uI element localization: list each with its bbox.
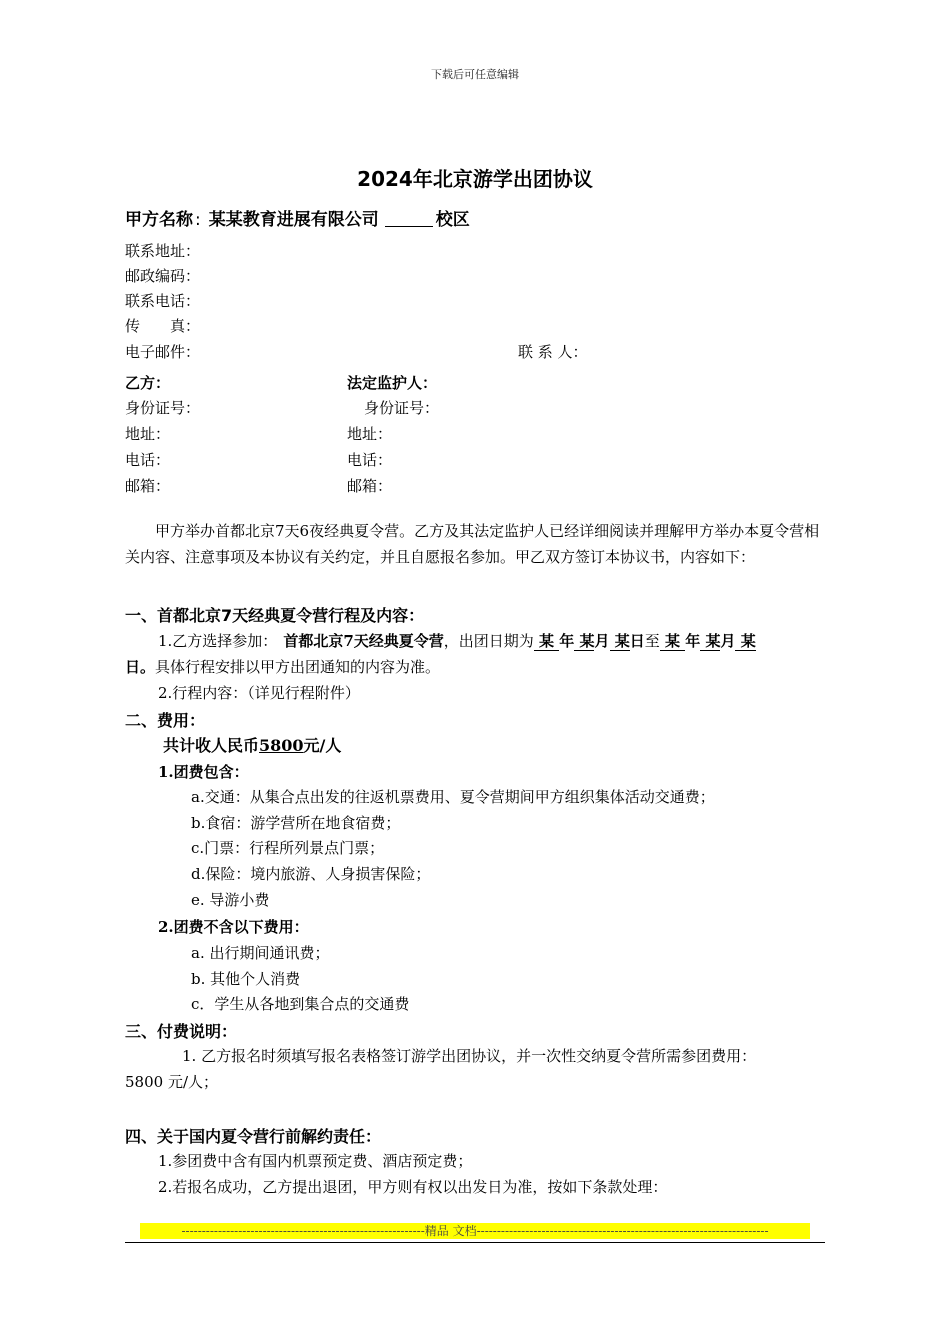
section3-heading: 三、付费说明： bbox=[125, 1022, 238, 1041]
section1-item1 bbox=[158, 630, 756, 651]
date-start-month-unit: 月 bbox=[594, 632, 610, 650]
date-start-month: 某 bbox=[574, 632, 595, 650]
guardian-email: 邮箱： bbox=[347, 477, 393, 495]
date-end-month: 某 bbox=[700, 632, 721, 650]
guardian-phone: 电话： bbox=[347, 451, 393, 469]
include-heading: 1.团费包含： bbox=[158, 763, 249, 781]
fee-total bbox=[163, 733, 341, 756]
party-a-phone: 联系电话： bbox=[125, 292, 201, 310]
party-b-email: 邮箱： bbox=[125, 477, 171, 495]
footer-dashes-left: ------------------------------------------------------------ bbox=[181, 1224, 425, 1238]
party-a-contact: 联 系 人： bbox=[518, 343, 588, 361]
fee-total-amount: 5800 bbox=[259, 736, 304, 755]
exclude-item: b. 其他个人消费 bbox=[191, 970, 301, 988]
exclude-item: a. 出行期间通讯费； bbox=[191, 944, 330, 962]
party-a-company: 某某教育进展有限公司 bbox=[208, 210, 379, 230]
footer-label: 精品 文档 bbox=[424, 1224, 477, 1238]
footer-dashes-right: ------------------------------------------------------------------------ bbox=[476, 1224, 769, 1238]
party-a-colon: : bbox=[195, 210, 201, 230]
item1-camp: 首都北京7天经典夏令营 bbox=[283, 632, 444, 650]
section4-item1: 1.参团费中含有国内机票预定费、酒店预定费； bbox=[158, 1152, 473, 1170]
exclude-heading: 2.团费不含以下费用： bbox=[158, 918, 309, 936]
party-a-email: 电子邮件： bbox=[125, 343, 201, 361]
party-b-phone: 电话： bbox=[125, 451, 171, 469]
include-item: e. 导游小费 bbox=[191, 891, 270, 909]
section1-heading: 一、首都北京7天经典夏令营行程及内容： bbox=[125, 606, 425, 625]
section4-item2: 2.若报名成功，乙方提出退团，甲方则有权以出发日为准，按如下条款处理： bbox=[158, 1178, 668, 1196]
party-a-name-line bbox=[125, 205, 470, 230]
exclude-item: c．学生从各地到集合点的交通费 bbox=[191, 995, 410, 1013]
date-end-month-unit: 月 bbox=[720, 632, 736, 650]
guardian-id: 身份证号： bbox=[364, 399, 440, 417]
section1-item1-line2 bbox=[125, 656, 440, 677]
guardian-label: 法定监护人： bbox=[347, 374, 438, 392]
guardian-address: 地址： bbox=[347, 425, 393, 443]
party-b-address: 地址： bbox=[125, 425, 171, 443]
date-start-year: 某 bbox=[533, 632, 560, 650]
party-a-fax: 传 真： bbox=[125, 317, 201, 335]
campus-blank bbox=[385, 210, 433, 227]
section1-item2: 2.行程内容：（详见行程附件） bbox=[158, 684, 360, 702]
include-item: d.保险：境内旅游、人身损害保险； bbox=[191, 865, 431, 883]
date-end-year: 某 bbox=[659, 632, 686, 650]
party-a-label: 甲方名称 bbox=[125, 210, 193, 230]
include-item: a.交通：从集合点出发的往返机票费用、夏令营期间甲方组织集体活动交通费； bbox=[191, 788, 715, 806]
date-start-day-unit: 日 bbox=[629, 632, 645, 650]
intro-paragraph: 甲方举办首都北京7天6夜经典夏令营。乙方及其法定监护人已经详细阅读并理解甲方举办本夏令营相关内容、注意事项及本协议有关约定，并且自愿报名参加。甲乙双方签订本协议书，内容如下： bbox=[125, 522, 820, 566]
header-note: 下载后可任意编辑 bbox=[431, 68, 519, 81]
date-end-day: 某 bbox=[735, 632, 756, 650]
footer-banner bbox=[140, 1223, 810, 1239]
include-item: c.门票：行程所列景点门票； bbox=[191, 839, 385, 857]
party-b-id: 身份证号： bbox=[125, 399, 201, 417]
include-item: b.食宿：游学营所在地食宿费； bbox=[191, 814, 401, 832]
date-end-day-unit: 日。 bbox=[125, 658, 156, 676]
section3-item1: 1. 乙方报名时须填写报名表格签订游学出团协议，并一次性交纳夏令营所需参团费用： bbox=[182, 1047, 757, 1065]
date-to: 至 bbox=[644, 632, 660, 650]
fee-total-prefix: 共计收人民币 bbox=[163, 736, 260, 755]
section2-heading: 二、费用： bbox=[125, 711, 206, 730]
section4-heading: 四、关于国内夏令营行前解约责任： bbox=[125, 1127, 382, 1146]
itinerary-note: 具体行程安排以甲方出团通知的内容为准。 bbox=[155, 658, 441, 676]
item1-mid: ，出团日期为 bbox=[443, 632, 534, 650]
date-start-year-unit: 年 bbox=[559, 632, 575, 650]
party-b-label: 乙方： bbox=[125, 374, 171, 392]
document-title: 2024年北京游学出团协议 bbox=[357, 167, 593, 191]
section3-item1-line2: 5800 元/人； bbox=[125, 1073, 218, 1091]
fee-total-suffix: 元/人 bbox=[303, 736, 342, 755]
party-a-suffix: 校区 bbox=[435, 210, 470, 230]
footer-rule bbox=[125, 1242, 825, 1243]
date-end-year-unit: 年 bbox=[685, 632, 701, 650]
date-start-day: 某 bbox=[609, 632, 630, 650]
party-a-postcode: 邮政编码： bbox=[125, 267, 201, 285]
party-a-address: 联系地址： bbox=[125, 242, 201, 260]
item1-prefix: 1.乙方选择参加： bbox=[158, 632, 278, 650]
